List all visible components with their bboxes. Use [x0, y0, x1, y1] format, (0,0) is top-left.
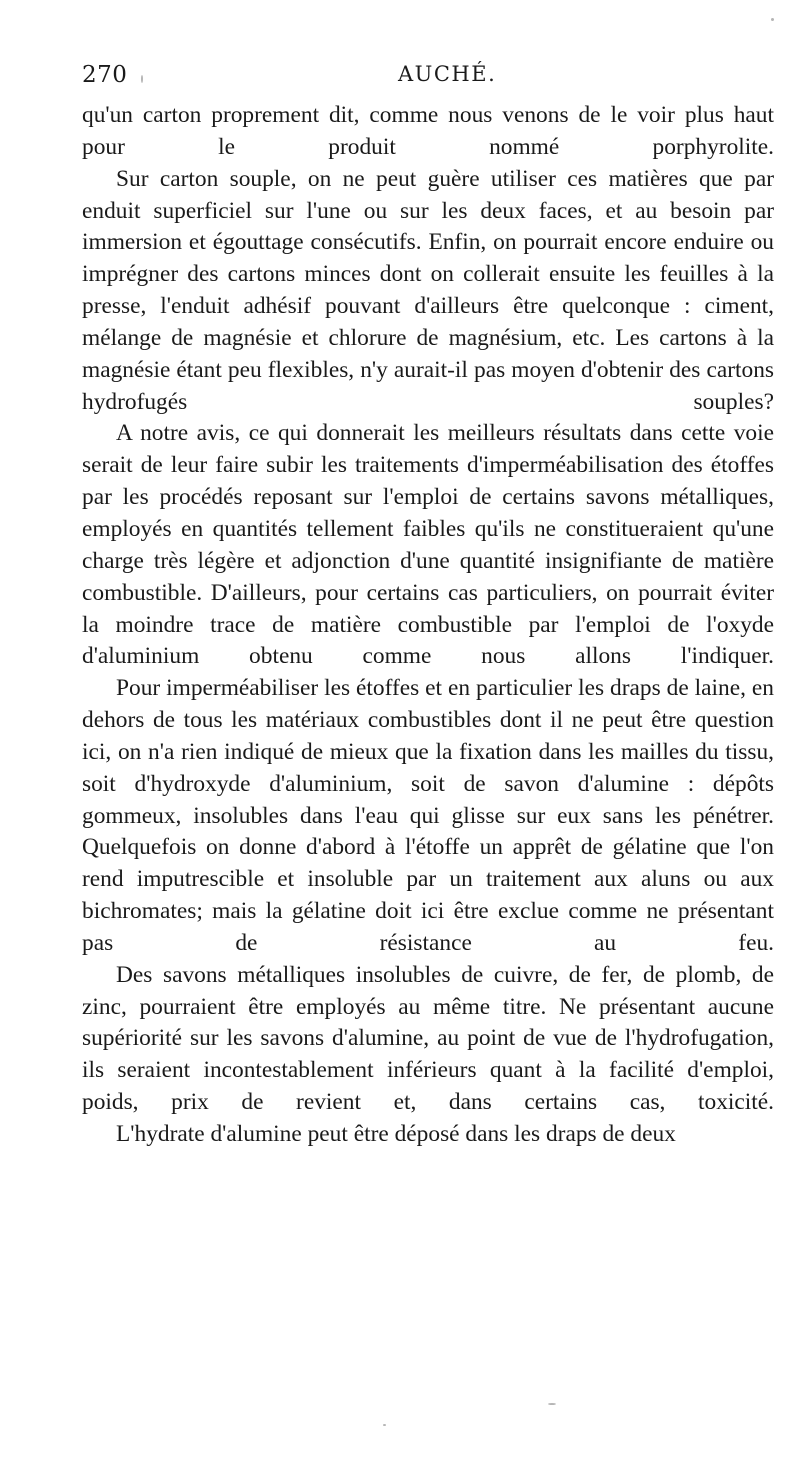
- scan-speck: [141, 75, 143, 83]
- scan-speck: [771, 18, 774, 21]
- paragraph-continuation: qu'un carton proprement dit, comme nous venons de le voir plus haut pour le produit nommé porphyrolite.: [82, 102, 774, 160]
- scan-speck: [548, 1403, 556, 1405]
- page-header: [82, 62, 772, 96]
- scan-speck: [383, 1424, 386, 1426]
- page-number: 270: [82, 62, 128, 88]
- paragraph-notre-avis: A notre avis, ce qui donnerait les meilleurs résultats dans cette voie serait de leur faire subir les traitements d'imperméabilisation des étoffes par les procédés reposant sur l'emploi de certains savons métalliques, employés en quantités tellement faibles qu'ils ne constitueraient qu'une charge très légère et adjonction d'une quantité insignifiante de matière combustible. D'ailleurs, pour certains cas particuliers, on pourrait éviter la moindre trace de matière combustible par l'emploi de l'oxyde d'aluminium obtenu comme nous allons l'indiquer.: [82, 420, 774, 670]
- paragraph-savons-metalliques: Des savons métalliques insolubles de cuivre, de fer, de plomb, de zinc, pourraient être employés au même titre. Ne présentant aucune supériorité sur les savons d'alumine, au point de vue de l'hydrofugation, ils seraient incontestablement inférieurs quant à la facilité d'emploi, poids, prix de revient et, dans certains cas, toxicité.: [82, 961, 774, 1116]
- paragraph-impermeabiliser: Pour imperméabiliser les étoffes et en particulier les draps de laine, en dehors de tous les matériaux combustibles dont il ne peut être question ici, on n'a rien indiqué de mieux que la fixation dans les mailles du tissu, soit d'hydroxyde d'aluminium, soit de savon d'alumine : dépôts gommeux, insolubles dans l'eau qui glisse sur eux sans les pénétrer. Quelquefois on donne d'abord à l'étoffe un apprêt de gélatine que l'on rend imputrescible et insoluble par un traitement aux aluns ou aux bichromates; mais la gélatine doit ici être exclue comme ne présentant pas de résistance au feu.: [82, 675, 774, 956]
- paragraph-hydrate-alumine: L'hydrate d'alumine peut être déposé dans les draps de deux: [116, 1121, 676, 1147]
- running-head: AUCHÉ.: [398, 62, 497, 86]
- body-text: [82, 100, 774, 1151]
- paragraph-carton-souple: Sur carton souple, on ne peut guère utiliser ces matières que par enduit superficiel sur l'une ou sur les deux faces, et au besoin par immersion et égouttage consécutifs. Enfin, on pourrait encore enduire ou imprégner des cartons minces dont on collerait ensuite les feuilles à la presse, l'enduit adhésif pouvant d'ailleurs être quelconque : ciment, mélange de magnésie et chlorure de magnésium, etc. Les cartons à la magnésie étant peu flexibles, n'y aurait-il pas moyen d'obtenir des cartons hydrofugés souples?: [82, 165, 774, 415]
